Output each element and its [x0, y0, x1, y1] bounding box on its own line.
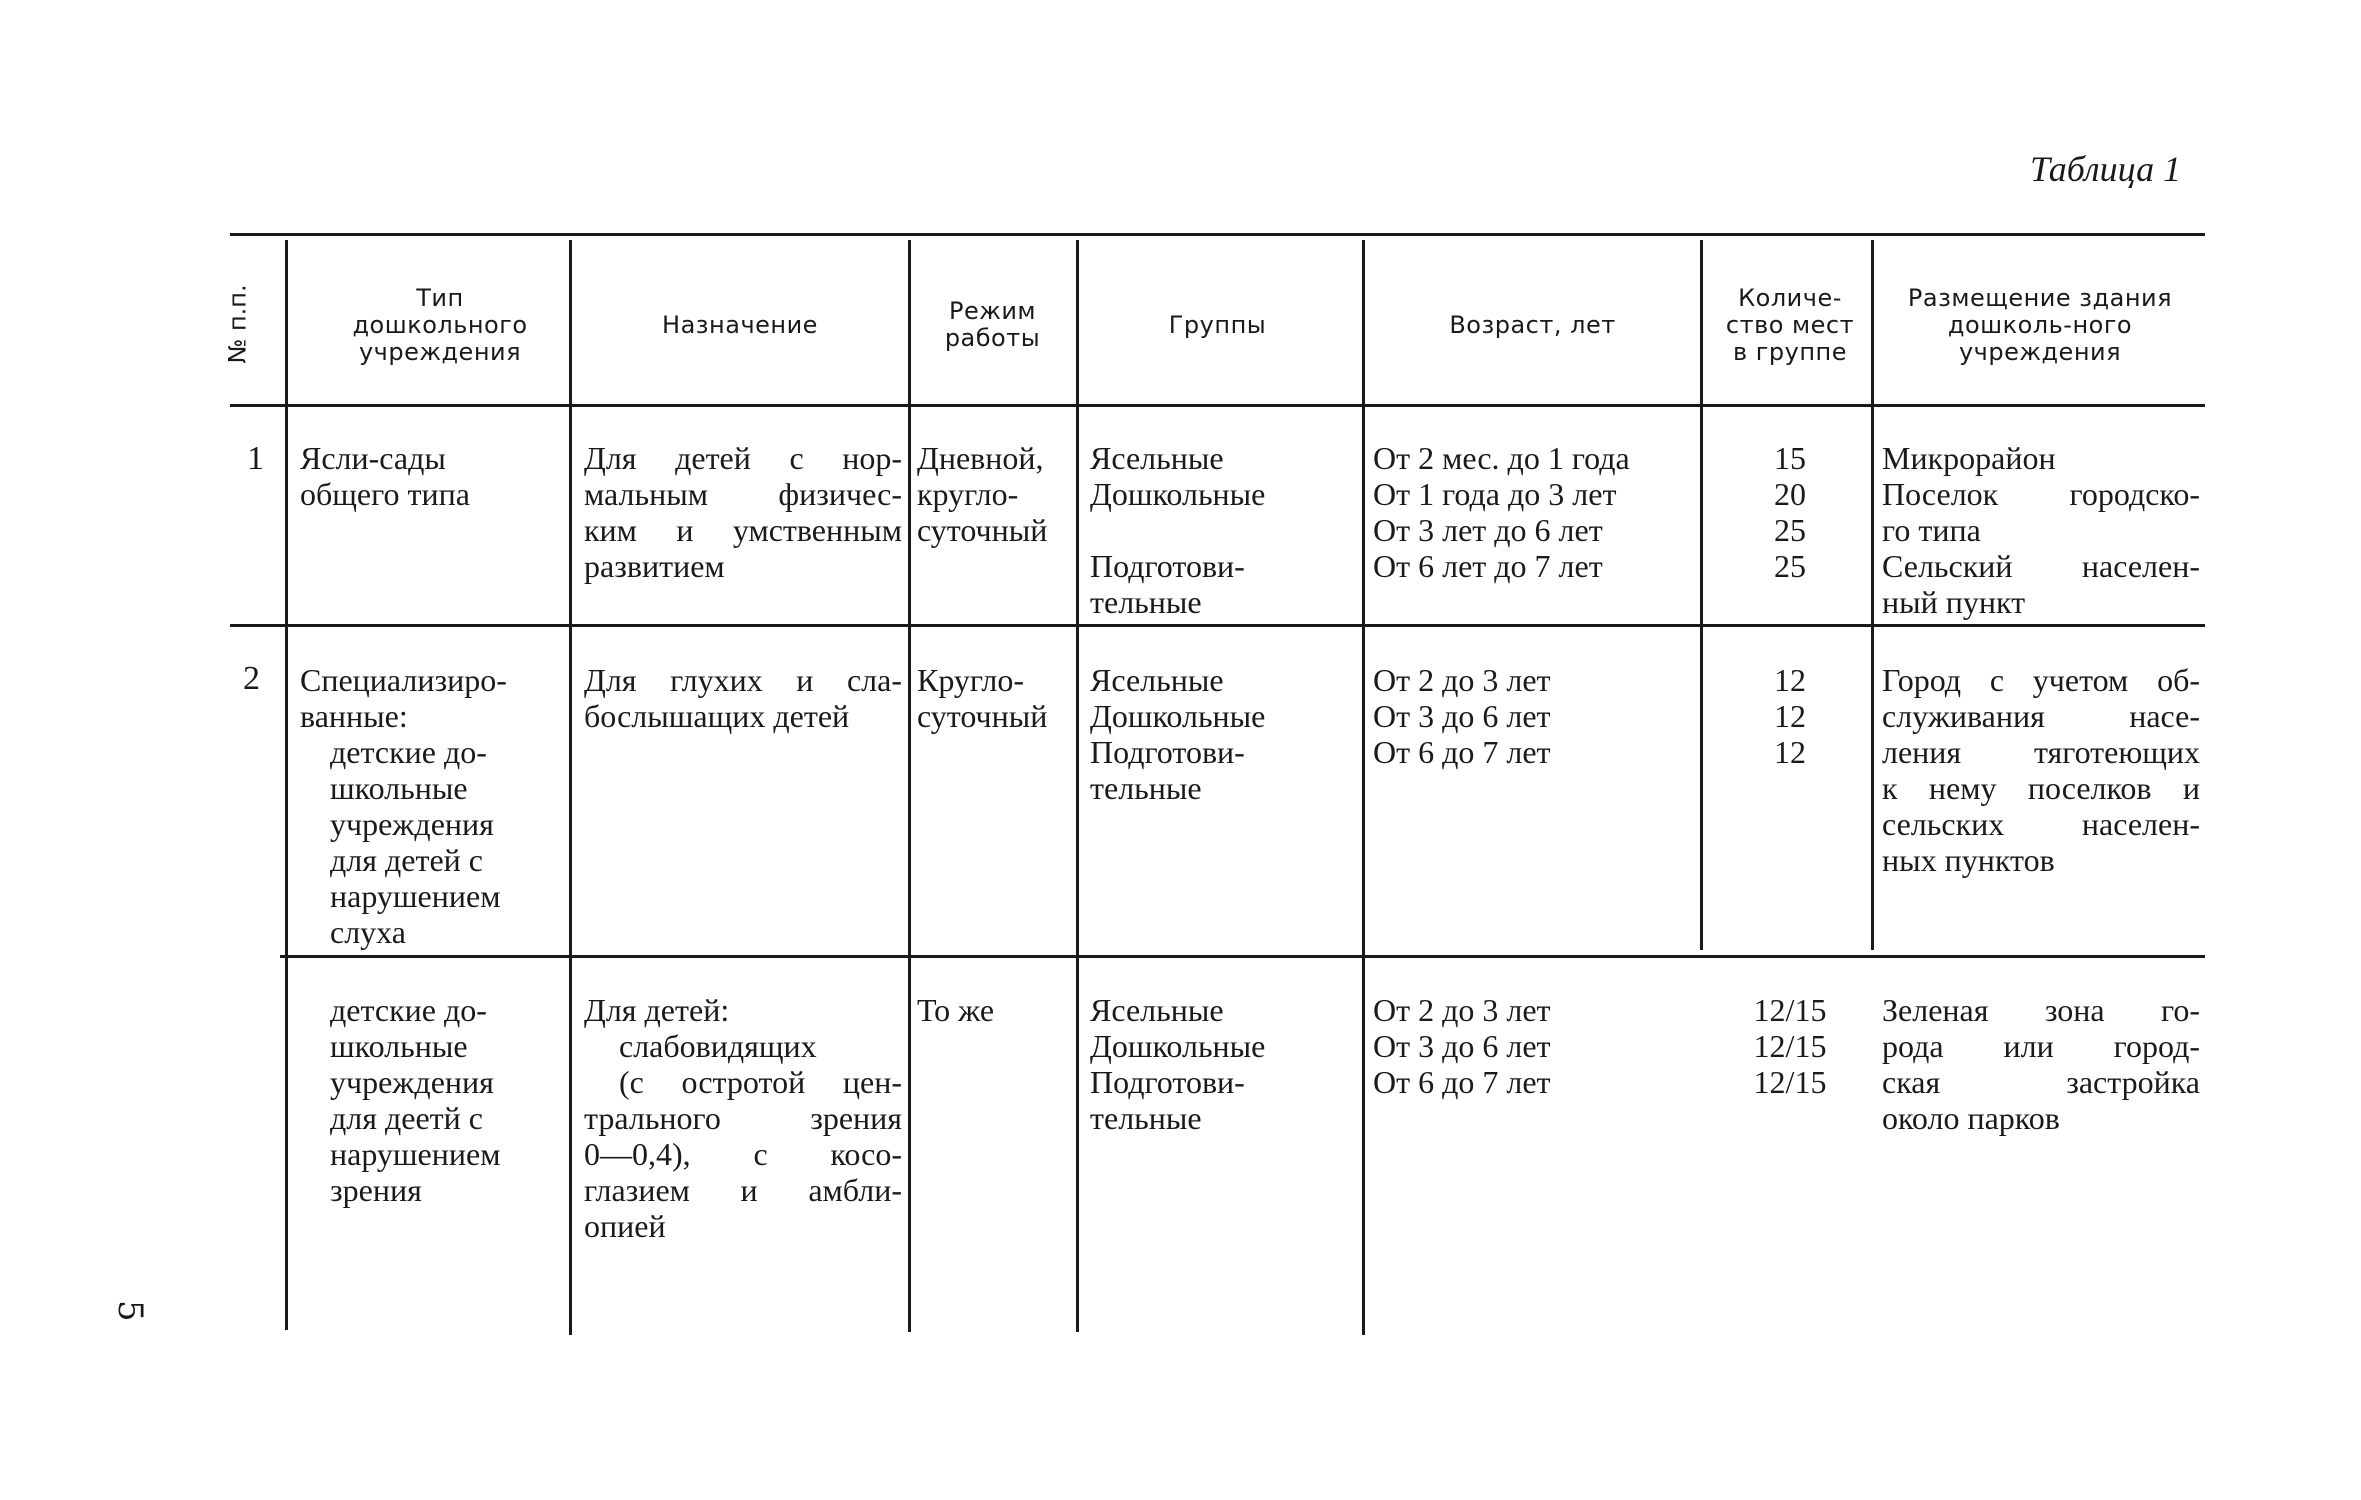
cell-line: ный пункт — [1882, 584, 2026, 620]
cell-line: ных пунктов — [1882, 842, 2055, 878]
cell-ages — [1373, 992, 1698, 1100]
cell-line: От 6 до 7 лет — [1373, 1064, 1551, 1100]
cell-line: 12/15 — [1753, 992, 1827, 1028]
cell-line: Поселок городско- — [1882, 476, 2200, 512]
cell-line: суточный — [917, 698, 1048, 734]
cell-line: кругло- — [917, 476, 1019, 512]
cell-line: опией — [584, 1208, 666, 1244]
cell-purpose — [584, 662, 902, 734]
cell-line: для детей с — [330, 842, 483, 878]
cell-line: детские до- — [330, 992, 487, 1028]
cell-line: Кругло- — [917, 662, 1025, 698]
header-number: № п.п. — [223, 284, 252, 364]
cell-line: От 2 до 3 лет — [1373, 992, 1551, 1028]
col-divider-6 — [1700, 240, 1703, 950]
cell-location — [1882, 662, 2200, 878]
cell-line: ская застройка — [1882, 1064, 2200, 1100]
cell-line: тельные — [1090, 584, 1202, 620]
cell-line: слуха — [330, 914, 406, 950]
cell-line: Подготови- — [1090, 734, 1245, 770]
cell-line — [1090, 512, 1355, 548]
cell-line: суточный — [917, 512, 1048, 548]
cell-line: рода или город- — [1882, 1028, 2200, 1064]
cell-line: Дошкольные — [1090, 1028, 1266, 1064]
page-number: 5 — [110, 1300, 150, 1322]
cell-line: От 2 мес. до 1 года — [1373, 440, 1630, 476]
cell-line: 0—0,4), с косо- — [584, 1136, 902, 1172]
cell-line: Специализиро- — [300, 662, 507, 698]
cell-line: Для детей: — [584, 992, 730, 1028]
cell-location — [1882, 440, 2200, 620]
cell-purpose — [584, 992, 902, 1244]
cell-line: Ясельные — [1090, 662, 1224, 698]
cell-line: 25 — [1774, 548, 1806, 584]
cell-line: Для детей с нор- — [584, 440, 902, 476]
cell-line: 12 — [1774, 734, 1806, 770]
cell-type — [300, 440, 555, 512]
row-number: 2 — [243, 660, 260, 697]
cell-line: детские до- — [330, 734, 487, 770]
cell-purpose — [584, 440, 902, 584]
header-bottom-rule — [230, 404, 2205, 407]
col-divider-1 — [285, 240, 288, 1330]
header-mode: Режим работы — [944, 297, 1041, 352]
col-divider-2 — [569, 240, 572, 1335]
cell-line: нарушением — [330, 878, 501, 914]
cell-line: Подготови- — [1090, 548, 1245, 584]
cell-mode — [917, 992, 1072, 1028]
cell-line: 12/15 — [1753, 1028, 1827, 1064]
cell-line: школьные — [330, 1028, 468, 1064]
row1-bottom-rule — [230, 624, 2205, 627]
cell-line: 15 — [1774, 440, 1806, 476]
col-divider-7 — [1871, 240, 1874, 950]
cell-line: Зеленая зона го- — [1882, 992, 2200, 1028]
header-location: Размещение здания дошколь-ного учреждения — [1907, 283, 2173, 366]
cell-line: Сельский населен- — [1882, 548, 2200, 584]
cell-line: го типа — [1882, 512, 1981, 548]
cell-line: нарушением — [330, 1136, 501, 1172]
cell-line: 12 — [1774, 698, 1806, 734]
cell-line: От 6 до 7 лет — [1373, 734, 1551, 770]
cell-line: глазием и амбли- — [584, 1172, 902, 1208]
cell-mode — [917, 440, 1072, 548]
cell-line: учреждения — [330, 1064, 494, 1100]
cell-line: к нему поселков и — [1882, 770, 2200, 806]
col-divider-5 — [1362, 240, 1365, 1335]
cell-line: зрения — [330, 1172, 422, 1208]
cell-line: развитием — [584, 548, 725, 584]
cell-line: 20 — [1774, 476, 1806, 512]
cell-line: 12/15 — [1753, 1064, 1827, 1100]
header-purpose: Назначение — [662, 310, 818, 339]
cell-line: От 3 до 6 лет — [1373, 1028, 1551, 1064]
cell-line: тельные — [1090, 770, 1202, 806]
header-ages: Возраст, лет — [1449, 310, 1616, 339]
cell-places — [1715, 440, 1865, 584]
cell-line: От 2 до 3 лет — [1373, 662, 1551, 698]
cell-groups — [1090, 440, 1355, 620]
cell-groups — [1090, 662, 1355, 806]
cell-line: То же — [917, 992, 995, 1028]
cell-places — [1715, 992, 1865, 1100]
cell-line: От 3 лет до 6 лет — [1373, 512, 1603, 548]
cell-line: ким и умственным — [584, 512, 902, 548]
header-type: Тип дошкольного учреждения — [352, 283, 528, 366]
cell-line: около парков — [1882, 1100, 2060, 1136]
cell-line: От 6 лет до 7 лет — [1373, 548, 1603, 584]
cell-location — [1882, 992, 2200, 1136]
cell-line: школьные — [330, 770, 468, 806]
cell-line: Дошкольные — [1090, 476, 1266, 512]
cell-line: общего типа — [300, 476, 470, 512]
header-groups: Группы — [1168, 310, 1267, 339]
cell-line: тельные — [1090, 1100, 1202, 1136]
cell-type — [300, 662, 555, 950]
cell-line: Дошкольные — [1090, 698, 1266, 734]
cell-mode — [917, 662, 1072, 734]
cell-line: Подготови- — [1090, 1064, 1245, 1100]
cell-line: От 3 до 6 лет — [1373, 698, 1551, 734]
col-divider-4 — [1076, 240, 1079, 1332]
header-places: Количе-ство мест в группе — [1725, 283, 1855, 366]
cell-line: Город с учетом об- — [1882, 662, 2200, 698]
row-number: 1 — [247, 440, 264, 477]
cell-ages — [1373, 440, 1698, 584]
cell-line: Микрорайон — [1882, 440, 2056, 476]
cell-line: 12 — [1774, 662, 1806, 698]
cell-line: Ясельные — [1090, 992, 1224, 1028]
cell-places — [1715, 662, 1865, 770]
cell-type — [300, 992, 555, 1208]
cell-line: Для глухих и сла- — [584, 662, 902, 698]
cell-line: слабовидящих — [619, 1028, 817, 1064]
cell-line: ления тяготеющих — [1882, 734, 2200, 770]
cell-line: учреждения — [330, 806, 494, 842]
cell-line: Ясельные — [1090, 440, 1224, 476]
cell-line: ванные: — [300, 698, 408, 734]
table-caption: Таблица 1 — [2030, 149, 2182, 189]
cell-line: сельских населен- — [1882, 806, 2200, 842]
col-divider-3 — [908, 240, 911, 1332]
cell-line: трального зрения — [584, 1100, 902, 1136]
cell-line: От 1 года до 3 лет — [1373, 476, 1617, 512]
cell-line: мальным физичес- — [584, 476, 902, 512]
cell-line: для деетй с — [330, 1100, 483, 1136]
cell-line: (с остротой цен- — [619, 1064, 902, 1100]
cell-line: служивания насе- — [1882, 698, 2200, 734]
cell-ages — [1373, 662, 1698, 770]
cell-line: 25 — [1774, 512, 1806, 548]
cell-line: Дневной, — [917, 440, 1044, 476]
cell-line: Ясли-сады — [300, 440, 446, 476]
cell-groups — [1090, 992, 1355, 1136]
table-top-rule — [230, 233, 2205, 236]
cell-line: бослышащих детей — [584, 698, 850, 734]
